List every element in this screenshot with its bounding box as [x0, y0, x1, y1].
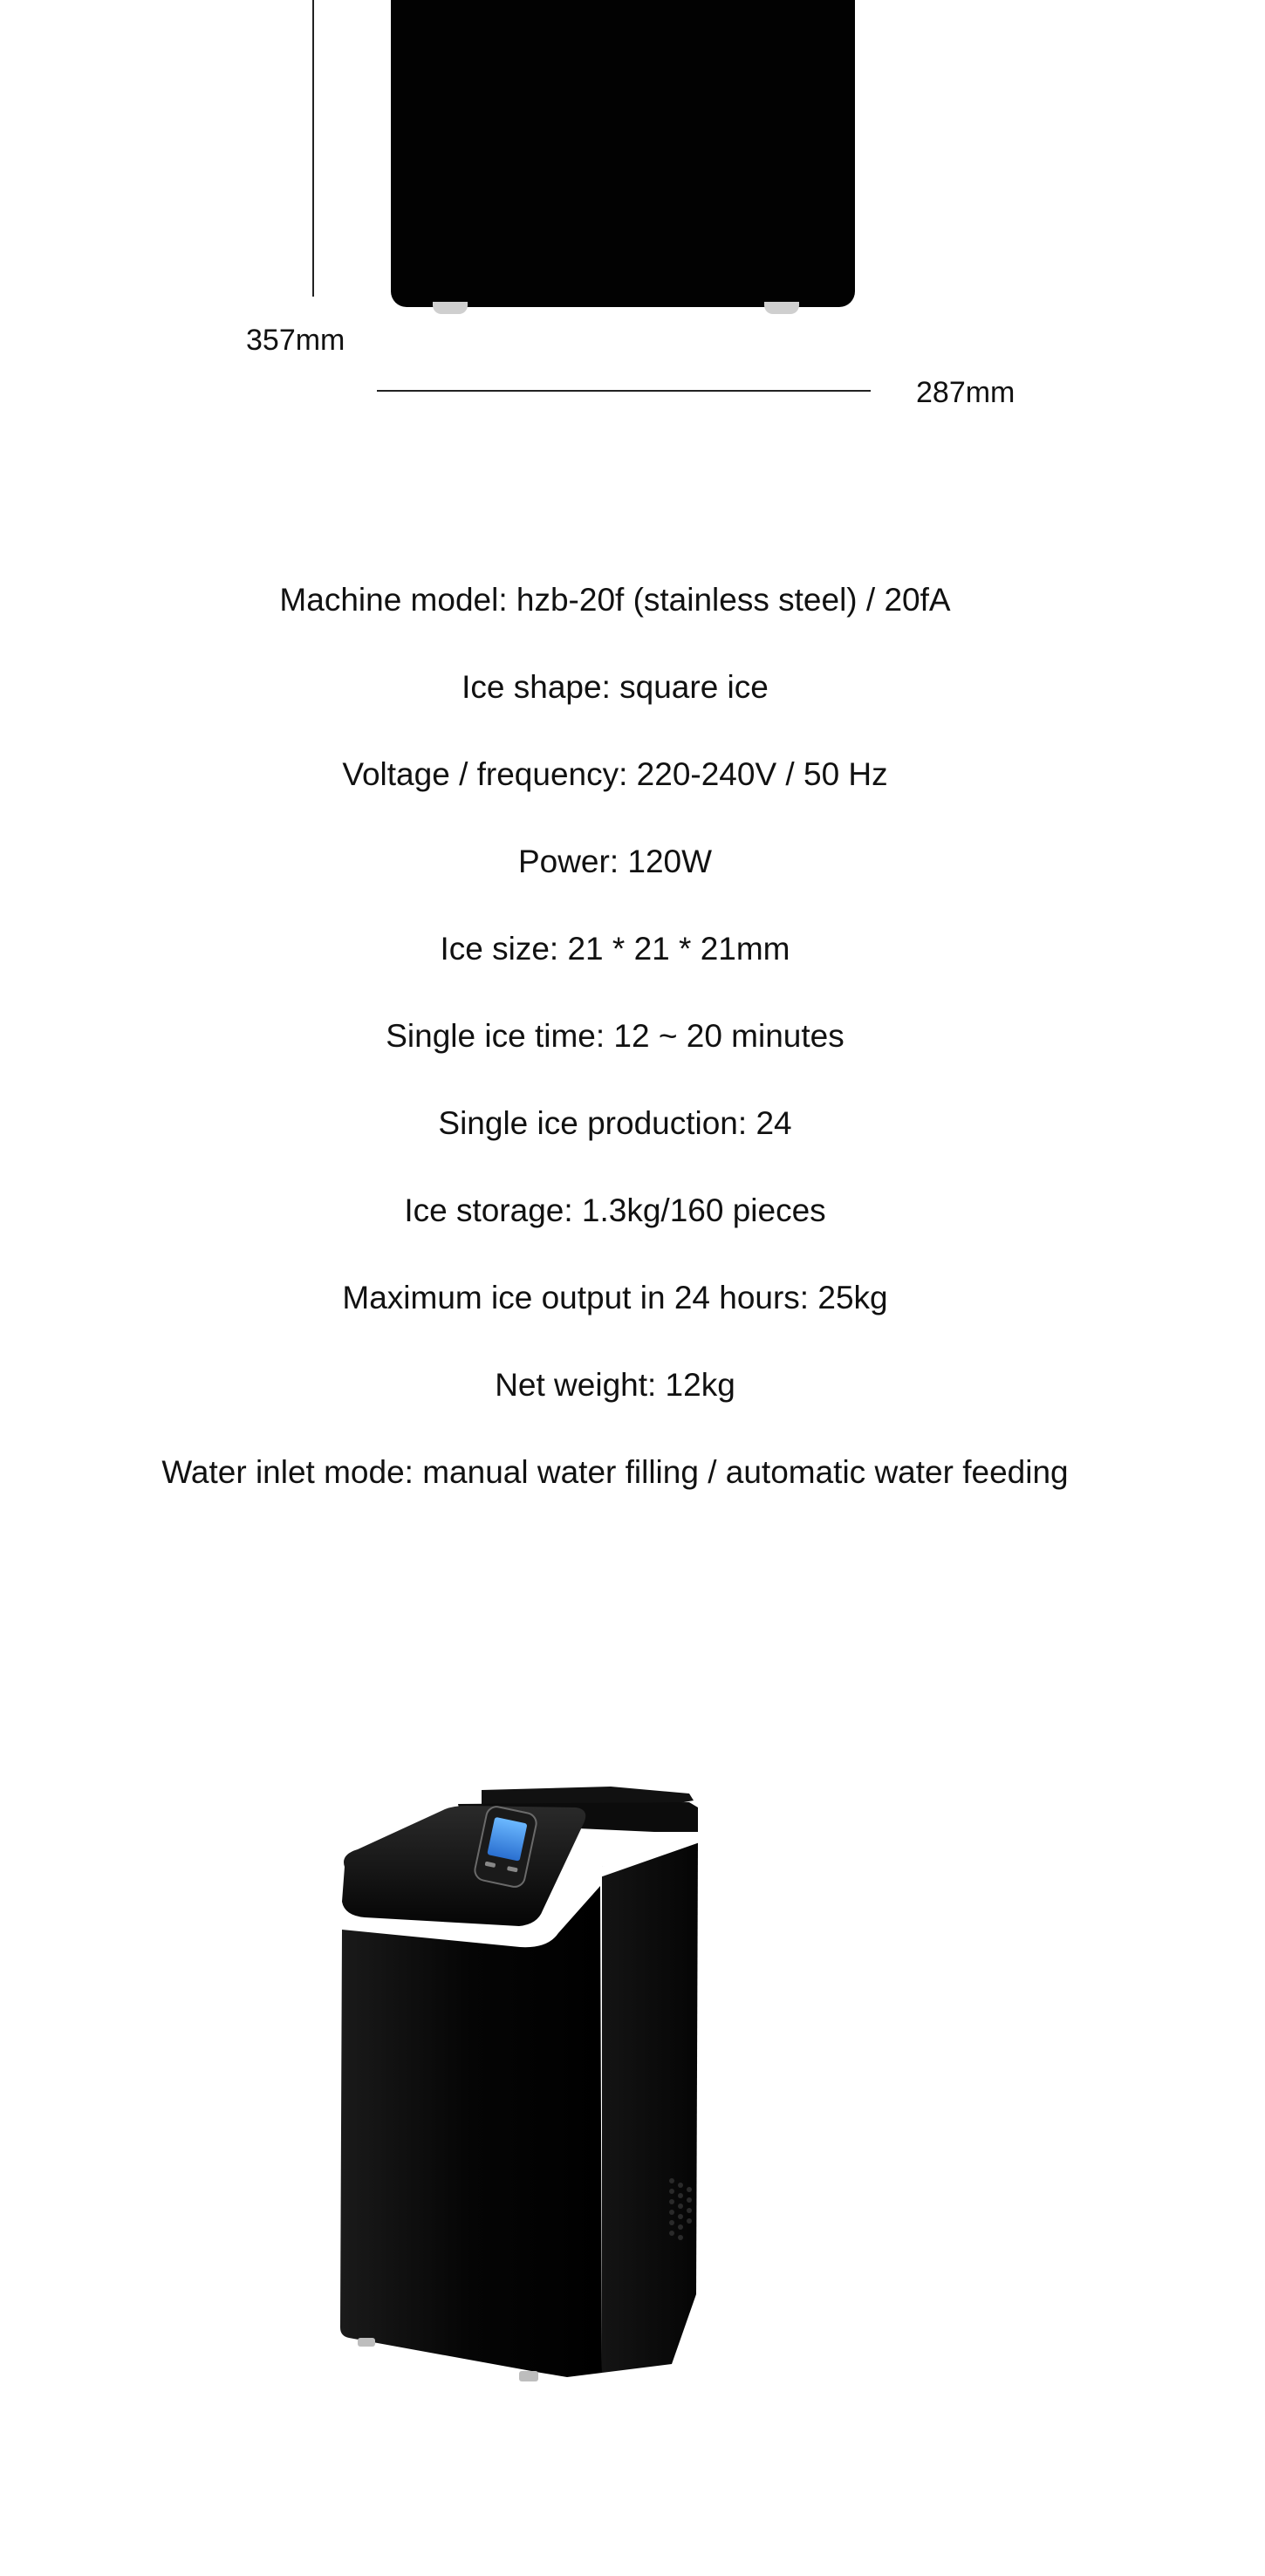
spec-single-ice-production: Single ice production: 24: [438, 1105, 792, 1141]
spec-max-ice-output: Maximum ice output in 24 hours: 25kg: [342, 1280, 888, 1315]
spec-ice-size: Ice size: 21 * 21 * 21mm: [440, 931, 790, 967]
spec-ice-shape: Ice shape: square ice: [462, 669, 769, 705]
spec-ice-storage: Ice storage: 1.3kg/160 pieces: [404, 1192, 826, 1228]
spec-machine-model: Machine model: hzb-20f (stainless steel) / 20fA: [279, 582, 951, 618]
spec-power: Power: 120W: [517, 844, 713, 879]
spec-voltage-frequency: Voltage / frequency: 220-240V / 50 Hz: [342, 756, 888, 792]
spec-single-ice-time: Single ice time: 12 ~ 20 minutes: [386, 1018, 844, 1054]
spec-list: [0, 580, 1230, 1540]
ice-maker-product-image: [323, 1771, 951, 2399]
spec-net-weight: Net weight: 12kg: [495, 1367, 735, 1403]
machine-foot-left: [433, 302, 468, 314]
width-dimension-label: 287mm: [916, 376, 1015, 409]
ice-maker-front-view: [391, 0, 855, 307]
machine-foot-right: [764, 302, 799, 314]
height-dimension-line: [312, 0, 314, 297]
height-dimension-label: 357mm: [246, 324, 345, 357]
width-dimension-line: [377, 390, 871, 392]
spec-water-inlet-mode: Water inlet mode: manual water filling / automatic water feeding: [161, 1454, 1069, 1490]
